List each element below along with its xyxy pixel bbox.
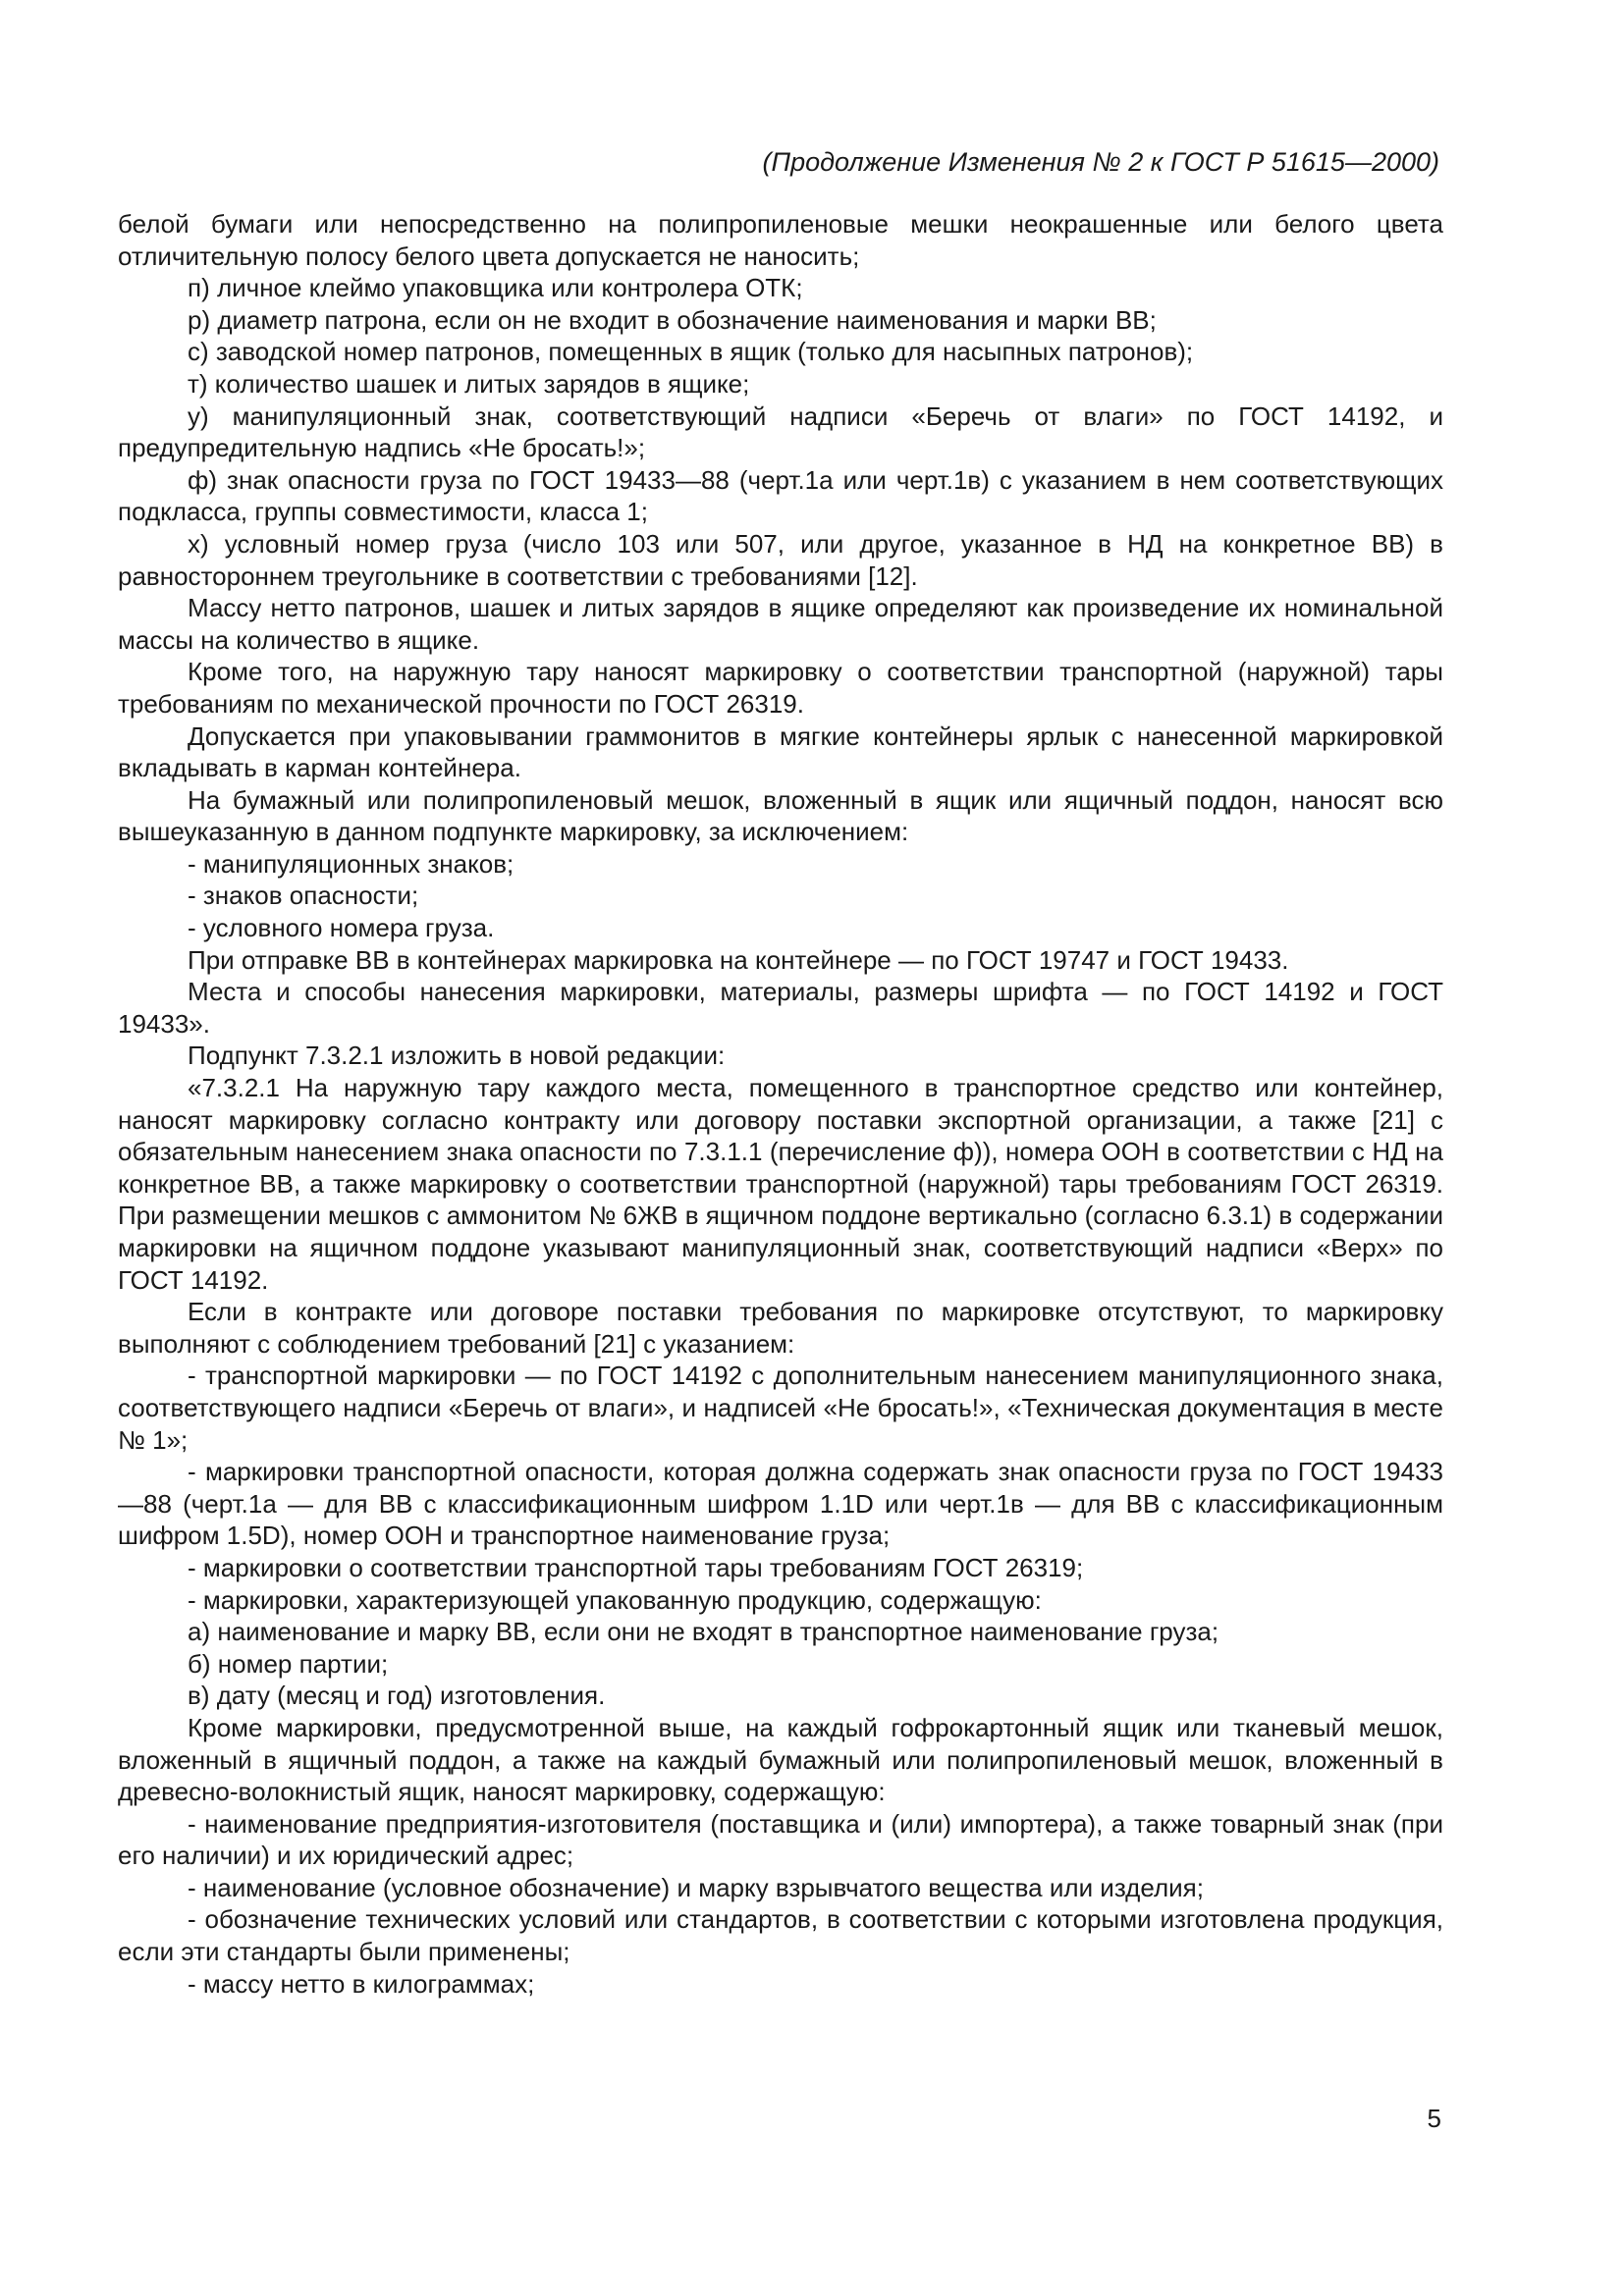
paragraph: На бумажный или полипропиленовый мешок, вложенный в ящик или ящичный поддон, наносят всю вышеуказанную в данном подпункте маркировку, за исключением: bbox=[118, 784, 1443, 847]
paragraph: Места и способы нанесения маркировки, материалы, размеры шрифта — по ГОСТ 14192 и ГОСТ 19433». bbox=[118, 977, 1443, 1039]
paragraph: Допускается при упаковывании граммонитов в мягкие контейнеры ярлык с нанесенной маркировкой вкладывать в карман контейнера. bbox=[118, 721, 1443, 783]
paragraph: белой бумаги или непосредственно на полипропиленовые мешки неокрашенные или белого цвета отличительную полосу белого цвета допускается не наносить; bbox=[118, 209, 1443, 271]
paragraph: - маркировки, характеризующей упакованную продукцию, содержащую: bbox=[188, 1584, 1042, 1615]
paragraph: п) личное клеймо упаковщика или контролера ОТК; bbox=[188, 273, 803, 303]
paragraph: Если в контракте или договоре поставки требования по маркировке отсутствуют, то маркировку выполняют с соблюдением требований [21] с указанием: bbox=[118, 1297, 1443, 1359]
paragraph: ф) знак опасности груза по ГОСТ 19433—88 (черт.1а или черт.1в) с указанием в нем соответствующих подкласса, группы совместимости, класса 1; bbox=[118, 464, 1443, 527]
document-body bbox=[118, 208, 1443, 2000]
paragraph: - транспортной маркировки — по ГОСТ 14192 с дополнительным нанесением манипуляционного знака, соответствующего надписи «Беречь от влаги», и надписей «Не бросать!», «Техническая документация в месте № 1»; bbox=[118, 1361, 1443, 1455]
paragraph: - маркировки транспортной опасности, которая должна содержать знак опасности груза по ГОСТ 19433—88 (черт.1а — для ВВ с классификационным шифром 1.1D или черт.1в — для ВВ с классификационным шифром 1.5D), номер ООН и транспортное наименование груза; bbox=[118, 1457, 1443, 1551]
paragraph: - маркировки о соответствии транспортной тары требованиям ГОСТ 26319; bbox=[188, 1552, 1084, 1582]
page-number: 5 bbox=[1427, 2104, 1441, 2133]
page-header-continuation: (Продолжение Изменения № 2 к ГОСТ Р 51615—2000) bbox=[762, 147, 1439, 177]
paragraph: Кроме того, на наружную тару наносят маркировку о соответствии транспортной (наружной) тары требованиям по механической прочности по ГОСТ 26319. bbox=[118, 657, 1443, 719]
paragraph: - наименование (условное обозначение) и марку взрывчатого вещества или изделия; bbox=[188, 1872, 1204, 1902]
paragraph: «7.3.2.1 На наружную тару каждого места, помещенного в транспортное средство или контейнер, наносят маркировку согласно контракту или договору поставки экспортной организации, а также [21] с обязательным нанесением знака опасности по 7.3.1.1 (перечисление ф)), номера ООН в соответствии с НД на конкретное ВВ, а также маркировку о соответствии транспортной (наружной) тары требованиям ГОСТ 26319. При размещении мешков с аммонитом № 6ЖВ в ящичном поддоне вертикально (согласно 6.3.1) в содержании маркировки на ящичном поддоне указывают манипуляционный знак, соответствующий надписи «Верх» по ГОСТ 14192. bbox=[118, 1073, 1443, 1295]
paragraph: - условного номера груза. bbox=[188, 913, 495, 943]
paragraph: Кроме маркировки, предусмотренной выше, на каждый гофрокартонный ящик или тканевый мешок, вложенный в ящичный поддон, а также на каждый бумажный или полипропиленовый мешок, вложенный в древесно-волокнистый ящик, наносят маркировку, содержащую: bbox=[118, 1712, 1443, 1807]
paragraph: При отправке ВВ в контейнерах маркировка на контейнере — по ГОСТ 19747 и ГОСТ 19433. bbox=[188, 944, 1289, 975]
paragraph: - манипуляционных знаков; bbox=[188, 848, 514, 879]
paragraph: - наименование предприятия-изготовителя (поставщика и (или) импортера), а также товарный знак (при его наличии) и их юридический адрес; bbox=[118, 1808, 1443, 1871]
paragraph: х) условный номер груза (число 103 или 507, или другое, указанное в НД на конкретное ВВ) в равностороннем треугольнике в соответствии с требованиями [12]. bbox=[118, 528, 1443, 591]
paragraph: - обозначение технических условий или стандартов, в соответствии с которыми изготовлена продукция, если эти стандарты были применены; bbox=[118, 1904, 1443, 1967]
paragraph: - массу нетто в килограммах; bbox=[188, 1968, 535, 1999]
paragraph: - знаков опасности; bbox=[188, 881, 419, 911]
paragraph: в) дату (месяц и год) изготовления. bbox=[188, 1681, 606, 1711]
paragraph: Массу нетто патронов, шашек и литых зарядов в ящике определяют как произведение их номинальной массы на количество в ящике. bbox=[118, 593, 1443, 655]
paragraph: б) номер партии; bbox=[188, 1648, 389, 1679]
paragraph: р) диаметр патрона, если он не входит в обозначение наименования и марки ВВ; bbox=[188, 304, 1157, 335]
paragraph: с) заводской номер патронов, помещенных в ящик (только для насыпных патронов); bbox=[188, 337, 1194, 367]
paragraph: т) количество шашек и литых зарядов в ящике; bbox=[188, 368, 750, 399]
paragraph: у) манипуляционный знак, соответствующий надписи «Беречь от влаги» по ГОСТ 14192, и предупредительную надпись «Не бросать!»; bbox=[118, 400, 1443, 463]
paragraph: Подпункт 7.3.2.1 изложить в новой редакции: bbox=[188, 1041, 726, 1071]
paragraph: а) наименование и марку ВВ, если они не входят в транспортное наименование груза; bbox=[188, 1617, 1219, 1647]
